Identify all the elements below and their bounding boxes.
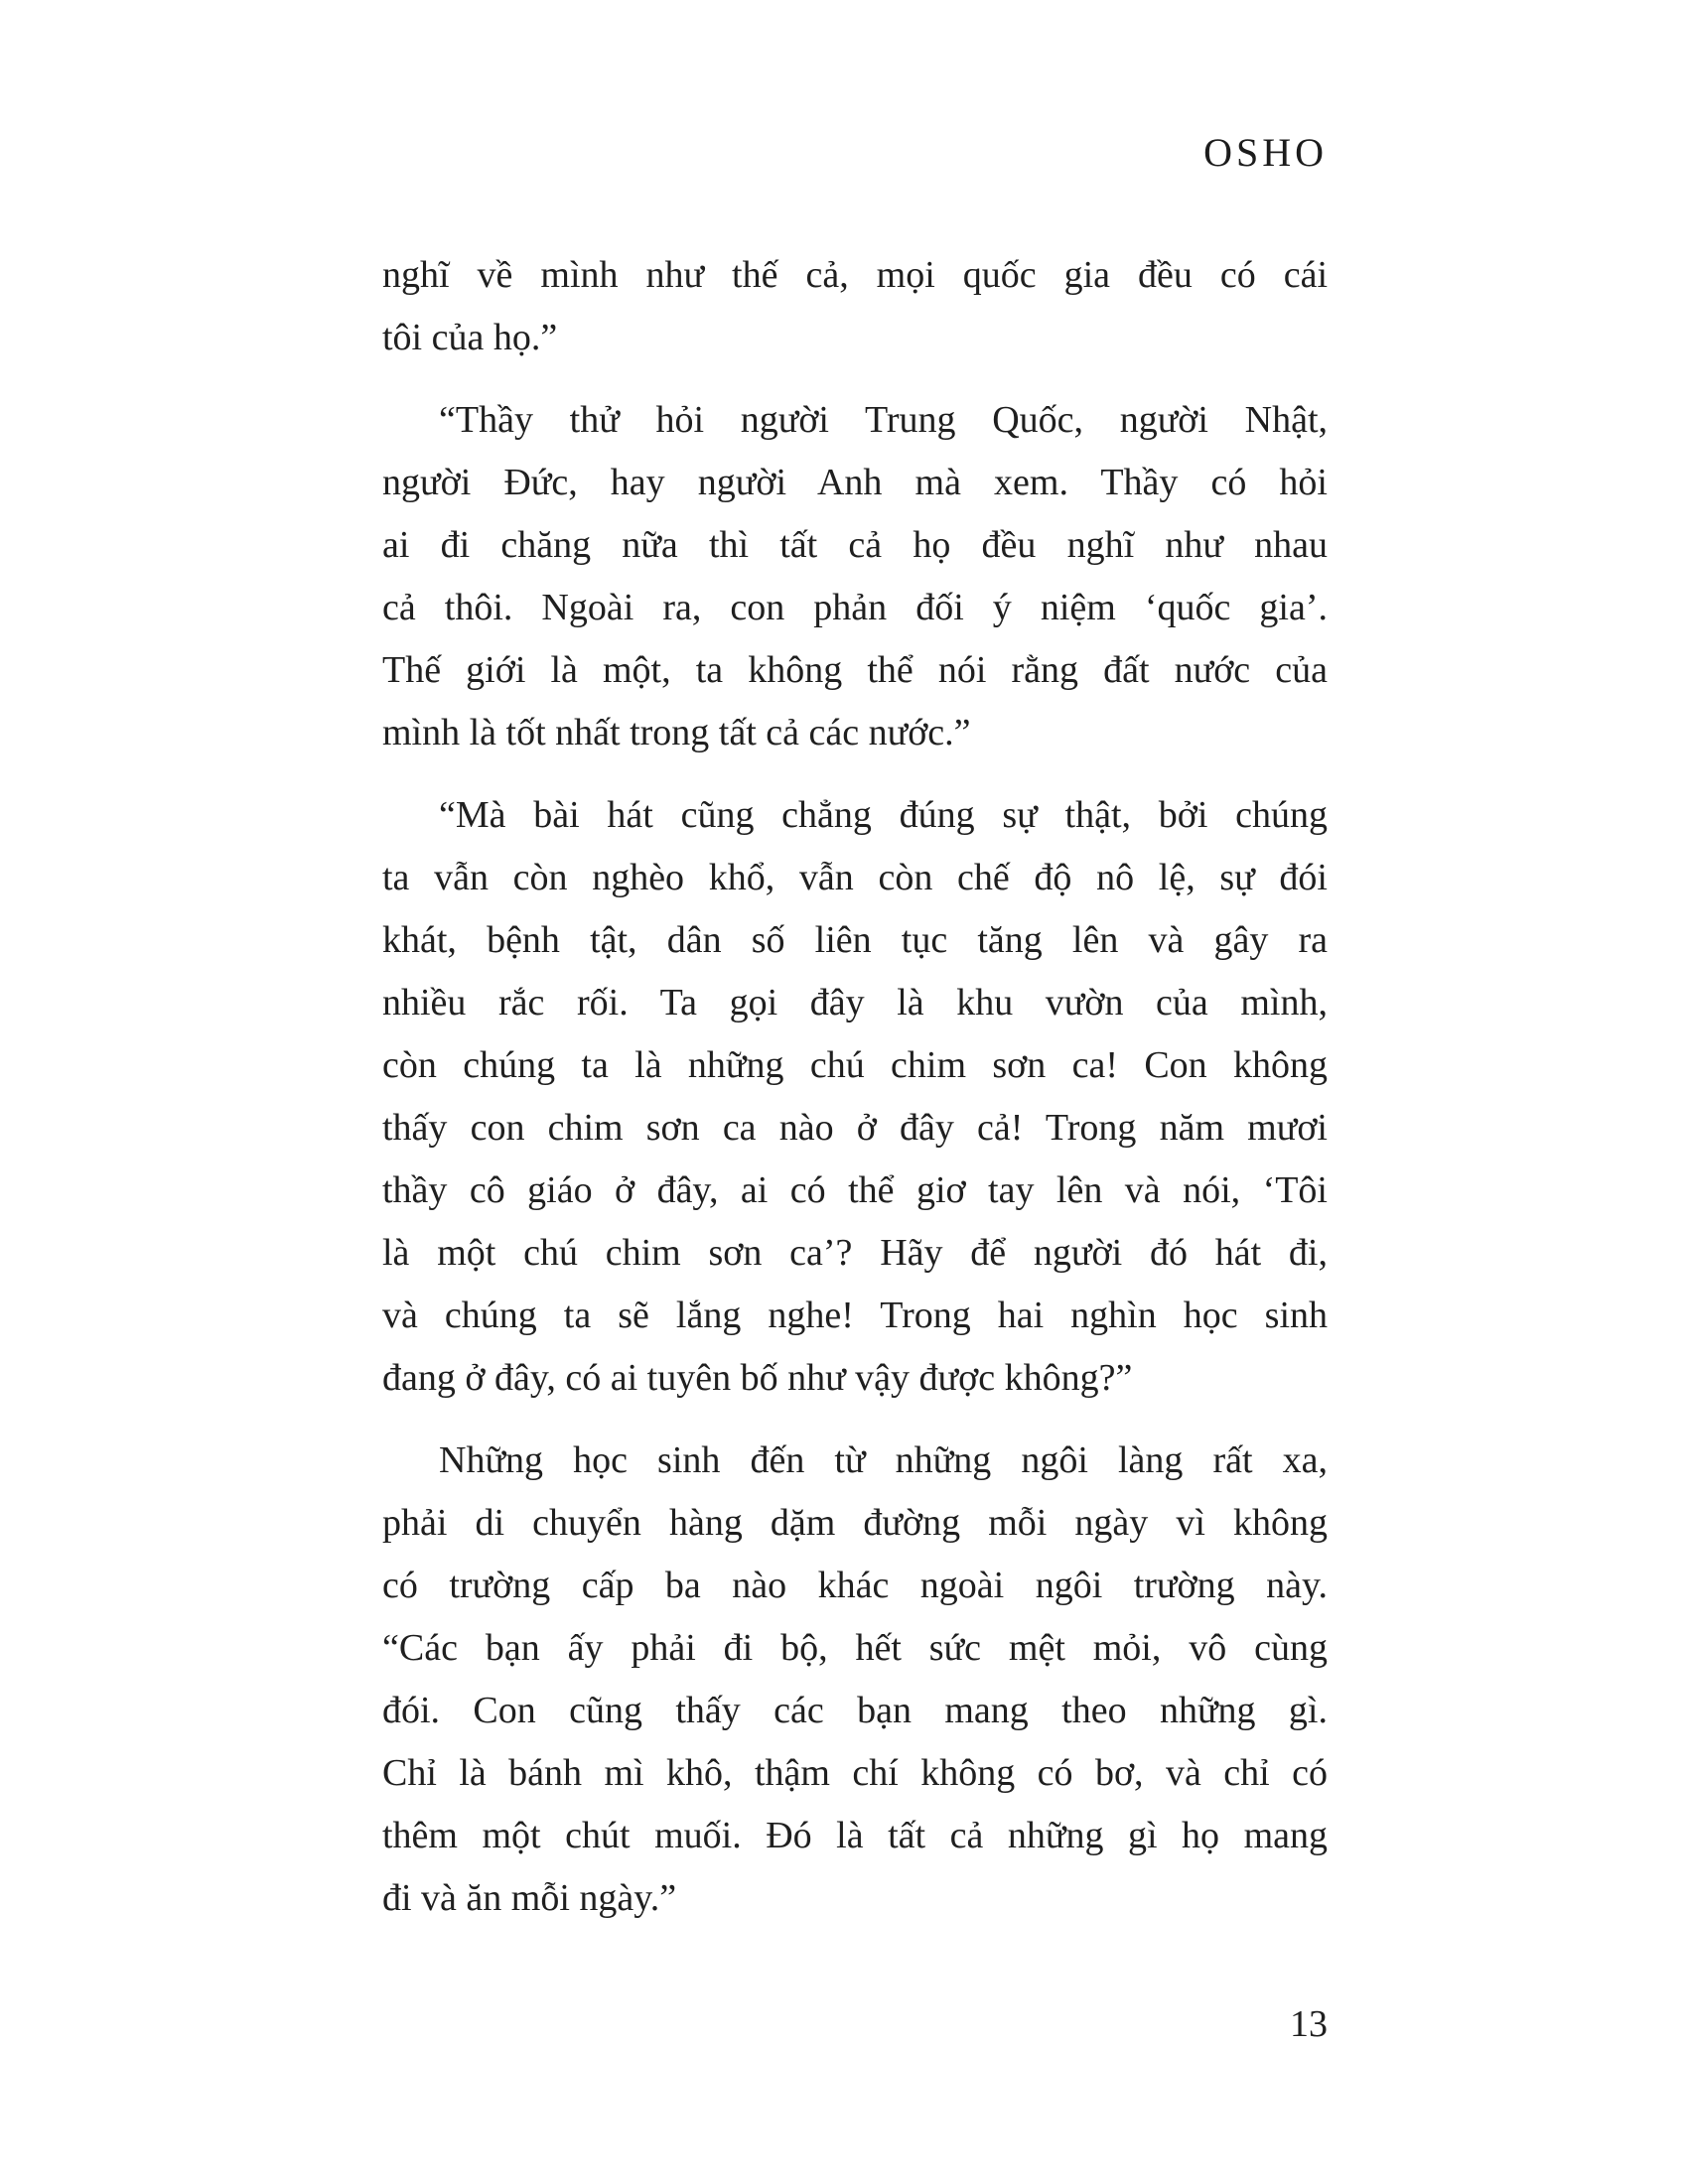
paragraph xyxy=(382,389,1328,764)
text-line: ta vẫn còn nghèo khổ, vẫn còn chế độ nô lệ, sự đói xyxy=(382,857,1328,898)
page-number: 13 xyxy=(1290,2003,1328,2045)
text-line: người Đức, hay người Anh mà xem. Thầy có hỏi xyxy=(382,462,1328,503)
text-line: đang ở đây, có ai tuyên bố như vậy được không?” xyxy=(382,1357,1133,1399)
text-line: “Mà bài hát cũng chẳng đúng sự thật, bởi chúng xyxy=(439,794,1328,836)
text-line: có trường cấp ba nào khác ngoài ngôi trường này. xyxy=(382,1565,1328,1606)
text-line: đi và ăn mỗi ngày.” xyxy=(382,1877,677,1919)
text-line: mình là tốt nhất trong tất cả các nước.” xyxy=(382,712,971,753)
text-line: “Thầy thử hỏi người Trung Quốc, người Nhật, xyxy=(439,399,1328,441)
text-line: và chúng ta sẽ lắng nghe! Trong hai nghìn học sinh xyxy=(382,1295,1328,1336)
text-line: thầy cô giáo ở đây, ai có thể giơ tay lên và nói, ‘Tôi xyxy=(382,1169,1328,1211)
text-line: tôi của họ.” xyxy=(382,317,558,358)
text-line: nghĩ về mình như thế cả, mọi quốc gia đều có cái xyxy=(382,254,1328,296)
text-line: là một chú chim sơn ca’? Hãy để người đó hát đi, xyxy=(382,1232,1328,1274)
running-header: OSHO xyxy=(1203,130,1328,175)
text-line: phải di chuyển hàng dặm đường mỗi ngày vì không xyxy=(382,1502,1328,1544)
paragraph xyxy=(382,244,1328,369)
body-text xyxy=(382,244,1328,1950)
text-line: nhiều rắc rối. Ta gọi đây là khu vườn của mình, xyxy=(382,982,1328,1024)
text-line: thấy con chim sơn ca nào ở đây cả! Trong năm mươi xyxy=(382,1107,1328,1149)
text-line: còn chúng ta là những chú chim sơn ca! Con không xyxy=(382,1044,1328,1086)
paragraph xyxy=(382,1430,1328,1930)
text-line: khát, bệnh tật, dân số liên tục tăng lên và gây ra xyxy=(382,919,1328,961)
text-line: cả thôi. Ngoài ra, con phản đối ý niệm ‘quốc gia’. xyxy=(382,587,1328,628)
text-line: thêm một chút muối. Đó là tất cả những gì họ mang xyxy=(382,1815,1328,1856)
text-line: Những học sinh đến từ những ngôi làng rất xa, xyxy=(439,1439,1328,1481)
text-line: Thế giới là một, ta không thể nói rằng đất nước của xyxy=(382,649,1328,691)
text-line: ai đi chăng nữa thì tất cả họ đều nghĩ như nhau xyxy=(382,524,1328,566)
text-line: đói. Con cũng thấy các bạn mang theo những gì. xyxy=(382,1690,1328,1731)
paragraph xyxy=(382,784,1328,1410)
text-line: “Các bạn ấy phải đi bộ, hết sức mệt mỏi, vô cùng xyxy=(382,1627,1328,1669)
text-line: Chỉ là bánh mì khô, thậm chí không có bơ, và chỉ có xyxy=(382,1752,1328,1794)
